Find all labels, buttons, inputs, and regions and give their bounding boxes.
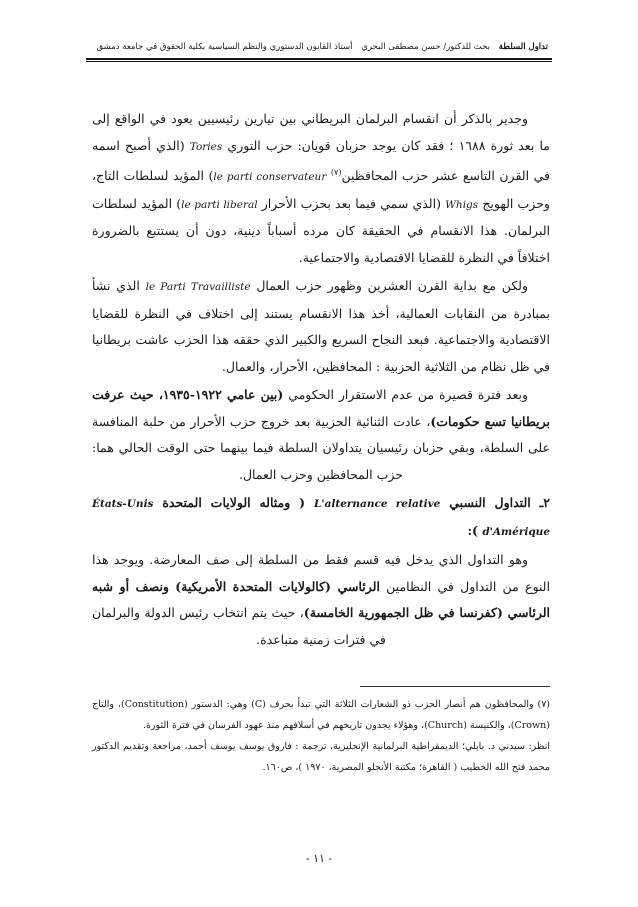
footnotes [92,694,550,778]
section-heading-relative [92,490,550,545]
heading-latin: L'alternance relative [313,498,441,511]
heading-title: ٢ـ التداول النسبي [449,495,550,511]
footnote-ref-7: (٧) [330,168,342,177]
paragraph-2 [92,273,550,380]
p2-text-b: الذي نشأ بمبادرة من النقابات العمالية، أخذ هذا الانقسام يستند إلى اختلاف في النظرة للقضايا الاقتصادية والاجتماعية. فبعد النجاح السريع والكبير الذي حققه هذا الحزب عاشت بريطانيا في ظل نظام من الثلاثية الحزبية : المحافظين، الأحرار، والعمال. [92,278,550,374]
page-number: - ١١ - [305,852,333,865]
header-affiliation: أستاذ القانون الدستوري والنظم السياسية بكلية الحقوق في جامعة دمشق [96,42,353,52]
p1-whigs: Whigs [445,198,479,211]
p1-text-e: ) المؤيد لسلطات البرلمان. هذا الانقسام في الحقيقة كان مرده أسباباً دينية، دون أن يستتبع بالضرورة اختلافاً في النظرة للقضايا الاقتصادية والاجتماعية. [92,195,550,265]
footnote-reference: انظر: سيدني د. بايلي؛ الديمقراطية البرلمانية الإنجليزية، ترجمة : فاروق يوسف يوسف أحمد، مراجعة وتقديم الدكتور محمد فتح الله الخطيب ( القاهرة؛ مكتبة الأنجلو المصرية، ١٩٧٠ )، ص١٦٠. [92,741,550,773]
footnote-7: (٧) والمحافظون هم أنصار الحزب ذو الشعارات الثلاثة التي تبدأ بحرف (C) وهي: الدستور (Constitution)، والتاج (Crown)، والكنيسة (Church)، وهؤلاء يجدون تاريخهم في أسلافهم منذ عهود الفرسان في فترة الثورة. [92,699,551,731]
p4-text-c: ، حيث يتم انتخاب رئيس الدولة والبرلمان في فترات زمنية متباعدة. [92,605,386,647]
heading-latin-usa: États-Unis d'Amérique [92,498,550,538]
p1-tories: Tories [189,140,223,153]
main-text [92,106,550,655]
header-author: بحث للدكتور/ حسن مصطفى البحري [361,42,490,52]
p1-conservateur: le parti conservateur [213,171,327,184]
paragraph-4 [92,547,550,653]
heading-example: ( ومثاله الولايات المتحدة [162,495,306,511]
paragraph-3 [92,382,550,488]
p3-text-a: وبعد فترة قصيرة من عدم الاستقرار الحكومي [288,387,529,403]
p1-liberal: le parti liberal [181,198,258,211]
header-title: تداول السلطة [498,42,548,52]
running-header [90,40,548,54]
p1-text-b: (الذي أصبح اسمه في القرن التاسع عشر حزب المحافظين [92,137,550,184]
heading-end: ): [467,522,478,538]
p1-text-c: ) المؤيد لسلطات التاج، وحزب الهويج [92,168,550,211]
p3-text-b: ، عادت الثنائية الحزبية بعد خروج حزب الأحرار من حلبة المنافسة على السلطة، وبقي حزبان رئيسيان يتداولان السلطة فيما بينهما حتى الوقت الحالي هما: حزب المحافظين وحزب العمال. [92,413,550,482]
p2-text-a: ولكن مع بداية القرن العشرين وظهور حزب العمال [256,278,529,294]
p4-text-a: وهو التداول الذي يدخل فيه قسم فقط من السلطة إلى صف المعارضة. ويوجد هذا النوع من التداول في النظامين [92,552,550,594]
header-rule [86,58,552,62]
footnote-rule [360,686,550,687]
p1-text-a: وجدير بالذكر أن انقسام البرلمان البريطاني بين تيارين رئيسيين يعود في الواقع إلى ما بعد ثورة ١٦٨٨ ؛ فقد كان يوجد حزبان قويان: حزب التوري [92,111,550,153]
p4-bold-presidential: الرئاسي (كالولايات المتحدة الأمريكية) [175,578,380,594]
p3-bold-years: (بين عامي ١٩٢٢-١٩٣٥، حيث عرفت بريطانيا تسع حكومات) [92,387,550,429]
p2-travailliste: le Parti Travailliste [145,281,251,294]
p4-bold-semi-presidential: ونصف أو شبه الرئاسي (كفرنسا في ظل الجمهورية الخامسة) [92,578,550,621]
p1-text-d: (الذي سمي فيما بعد بحزب الأحرار [261,195,441,211]
paragraph-1 [92,106,550,271]
